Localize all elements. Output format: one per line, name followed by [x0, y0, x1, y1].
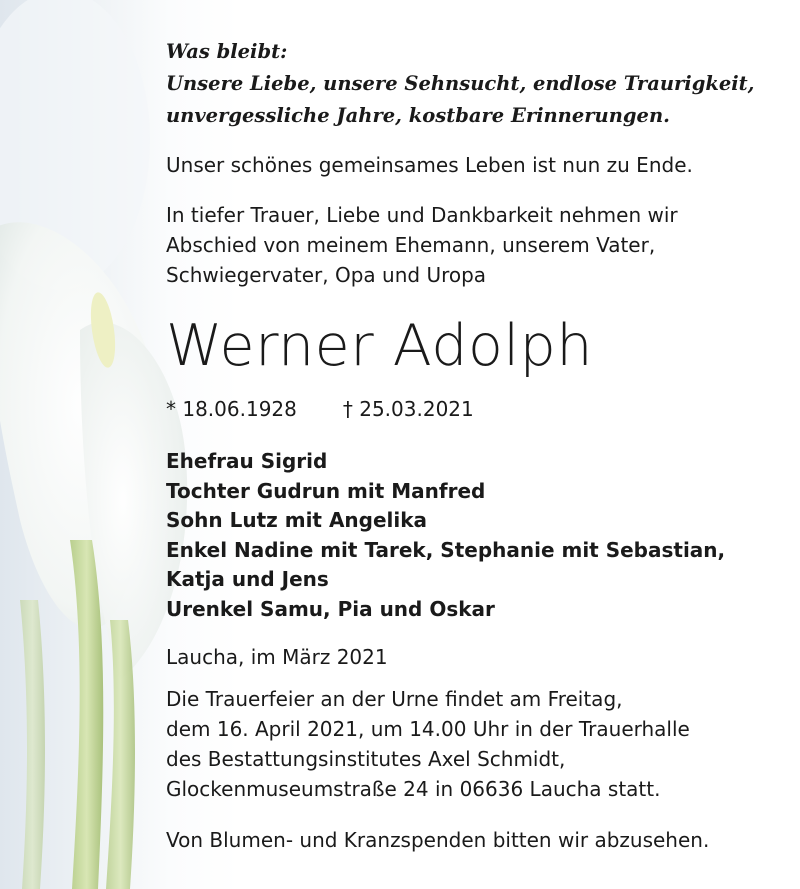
- family-line: Tochter Gudrun mit Manfred: [166, 478, 486, 503]
- intro-text: Unser schönes gemeinsames Leben ist nun zu Ende.: [166, 153, 693, 177]
- ceremony-line: des Bestattungsinstitutes Axel Schmidt,: [166, 747, 566, 771]
- ceremony-line: Die Trauerfeier an der Urne findet am Freitag,: [166, 687, 623, 711]
- family-line: Sohn Lutz mit Angelika: [166, 508, 428, 532]
- family-list: [166, 447, 725, 624]
- motto: [166, 36, 754, 132]
- family-line: Urenkel Samu, Pia und Oskar: [166, 596, 495, 621]
- place-date: Laucha, im März 2021: [166, 645, 388, 669]
- birth-date: * 18.06.1928: [166, 397, 297, 421]
- farewell-line: Abschied von meinem Ehemann, unserem Vater,: [166, 233, 656, 257]
- motto-line: Unsere Liebe, unsere Sehnsucht, endlose Traurigkeit,: [166, 72, 755, 95]
- motto-line: Was bleibt:: [166, 40, 288, 63]
- ceremony-line: dem 16. April 2021, um 14.00 Uhr in der Trauerhalle: [166, 717, 690, 741]
- family-line: Katja und Jens: [166, 567, 329, 591]
- ceremony-line: Glockenmuseumstraße 24 in 06636 Laucha statt.: [166, 777, 661, 801]
- death-date: † 25.03.2021: [342, 397, 474, 421]
- farewell-line: Schwiegervater, Opa und Uropa: [166, 263, 487, 287]
- deceased-name: Werner Adolph: [166, 313, 593, 379]
- motto-line: unvergessliche Jahre, kostbare Erinnerungen.: [166, 104, 670, 127]
- life-dates: [166, 394, 474, 424]
- family-line: Enkel Nadine mit Tarek, Stephanie mit Sebastian,: [166, 537, 726, 562]
- family-line: Ehefrau Sigrid: [166, 449, 328, 473]
- farewell-line: In tiefer Trauer, Liebe und Dankbarkeit nehmen wir: [166, 203, 678, 227]
- farewell-text: [166, 200, 678, 290]
- closing-note: Von Blumen- und Kranzspenden bitten wir abzusehen.: [166, 828, 710, 852]
- ceremony-info: [166, 684, 690, 804]
